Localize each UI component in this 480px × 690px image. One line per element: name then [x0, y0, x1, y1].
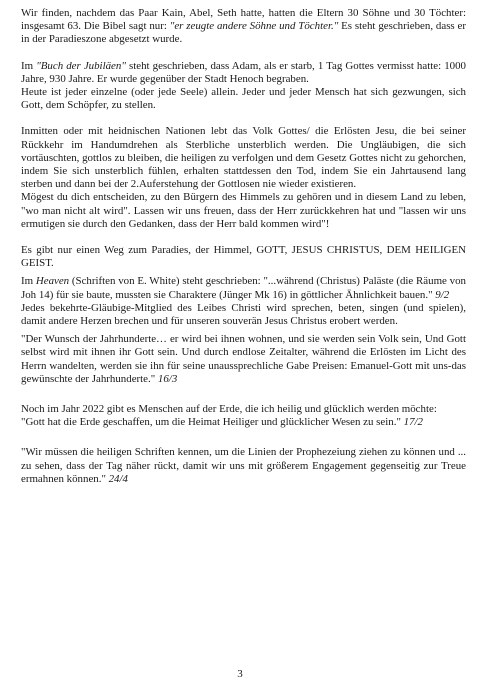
text-run: Mögest du dich entscheiden, zu den Bürgern des Himmels zu gehören und in diesem Land zu leben, "wo man nicht alt wird". Lassen wir uns freuen, dass der Herr zurückkehren hat und "lassen wir uns ermutigen sie durch den Gedanken, dass der Herr bald kommen wird"! — [21, 191, 466, 230]
paragraph-10 — [21, 403, 466, 416]
text-run: Noch im Jahr 2022 gibt es Menschen auf der Erde, die ich heilig und glücklich werden möchte: — [21, 403, 437, 416]
text-run: (Schriften von E. White) steht geschrieben: "...während (Christus) Paläste (die Räume von Joh 14) für sie baute, mussten sie Charaktere (Jünger Mk 16) in göttlicher Ähnlichkeit bauen." — [21, 275, 466, 301]
text-run: Heute ist jeder einzelne (oder jede Seele) allein. Jeder und jeder Mensch hat sich gezwungen, sich Gott, dem Schöpfer, zu stellen. — [21, 86, 466, 112]
text-run: Im — [21, 59, 37, 72]
paragraph-11 — [21, 416, 466, 429]
italic-quote: "er zeugte andere Söhne und Töchter." — [169, 20, 339, 33]
text-run: Es gibt nur einen Weg zum Paradies, der Himmel, GOTT, JESUS CHRISTUS, DEM HEILIGEN GEIST. — [21, 244, 466, 270]
citation-reference: 24/4 — [108, 472, 128, 485]
italic-book-title: Heaven — [35, 275, 70, 288]
paragraph-8 — [21, 302, 466, 328]
text-run: Es steht geschrieben, dass er in der Paradieszone abgesetzt wurde. — [21, 20, 466, 46]
text-run: "Gott hat die Erde geschaffen, um die Heimat Heiliger und glücklicher Wesen zu sein." — [21, 416, 404, 429]
text-run: Im — [21, 275, 36, 288]
paragraph-5 — [21, 191, 466, 231]
paragraph-6 — [21, 244, 466, 270]
paragraph-9 — [21, 333, 466, 386]
citation-reference: 9/2 — [435, 288, 450, 301]
italic-book-title: "Buch der Jubiläen" — [36, 59, 126, 72]
citation-reference: 17/2 — [403, 416, 423, 429]
paragraph-1 — [21, 7, 466, 47]
paragraph-7 — [21, 275, 466, 301]
text-run: steht geschrieben, dass Adam, als er starb, 1 Tag Gottes vermisst hatte: 1000 Jahre, 930 Jahre. Er wurde gegenüber der Stadt Henoch begraben. — [21, 59, 466, 85]
text-run: Wir finden, nachdem das Paar Kain, Abel, Seth hatte, hatten die Eltern 30 Söhne und 30 Töchter: insgesamt 63. Die Bibel sagt nur: — [21, 7, 466, 33]
text-run: Jedes bekehrte-Gläubige-Mitglied des Leibes Christi wird sprechen, beten, singen (und spielen), damit andere Herzen brechen und für unseren souverän Jesus Christus erobert werden. — [21, 301, 466, 328]
text-run: "Der Wunsch der Jahrhunderte… er wird bei ihnen wohnen, und sie werden sein Volk sein, Und Gott selbst wird mit ihnen ihr Gott sein. Und durch endlose Zeitalter, während die Erlösten im Licht des Herrn wandelten, werden sie ihn für seine unaussprechliche Gabe Preisen: Emanuel-Gott mit uns-das gewünschte der Jahrhunderte." — [21, 333, 466, 385]
paragraph-12 — [21, 446, 466, 486]
paragraph-4 — [21, 125, 466, 191]
page-number: 3 — [237, 668, 243, 680]
paragraph-3 — [21, 86, 466, 112]
text-run: "Wir müssen die heiligen Schriften kennen, um die Linien der Prophezeiung ziehen zu können und ... zu sehen, dass der Tag näher rückt, damit wir uns mit größerem Engagement gegenseitig zur Treue ermahnen können." — [21, 446, 466, 485]
text-run: Inmitten oder mit heidnischen Nationen lebt das Volk Gottes/ die Erlösten Jesu, die bei seiner Rückkehr im Handumdrehen als Sterbliche unsterblich werden. Die Ungläubigen, die sich vortäuschten, gottlos zu bleiben, die heiligen zu verfolgen und dem Gesetz Gottes nicht zu gehorchen, indem Sie sich unsterblich fühlen, erhalten stattdessen den Tod, indem Sie ein Jahrtausend lang sterben und dann bei der 2.Auferstehung der Gottlosen nie wieder existieren. — [21, 125, 466, 191]
citation-reference: 16/3 — [157, 372, 178, 385]
paragraph-2 — [21, 60, 466, 86]
